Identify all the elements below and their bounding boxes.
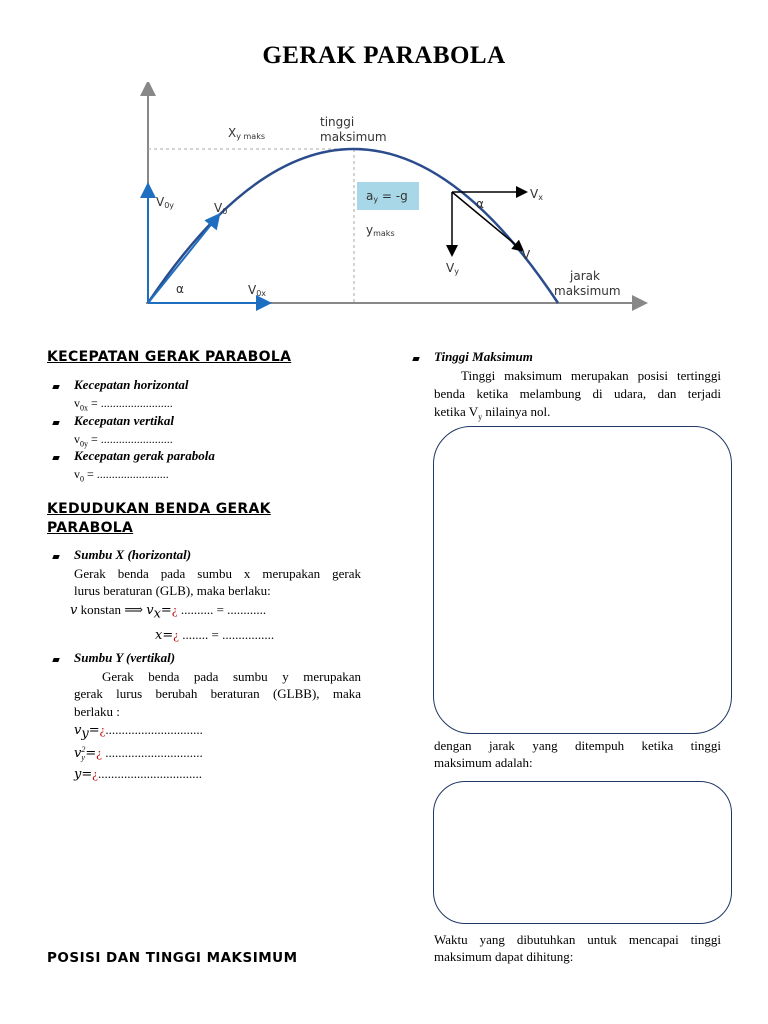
jarak-text-line1: dengan jarak yang ditempuh ketika tinggi [434,738,721,753]
projectile-diagram [120,82,650,312]
bullet-icon [52,456,59,460]
kecepatan-vertikal-label: Kecepatan vertikal [74,413,175,428]
jarak-label: jarak [570,269,600,283]
answer-box-tinggi[interactable] [433,426,732,734]
sumbu-x-label: Sumbu X (horizontal) [74,547,192,562]
v0-label: V0 [214,201,228,216]
vx-label: Vx [530,187,543,202]
glbb-velocity-squared-equation: v 2 y =¿ .............................. [74,745,203,763]
kecepatan-parabola-label: Kecepatan gerak parabola [74,448,215,463]
alpha-right-label: α [476,197,484,211]
sumbu-y-text-line2: gerak lurus berubah beraturan (GLBB), maka [74,686,361,701]
answer-box-jarak[interactable] [433,781,732,924]
waktu-text-line1: Waktu yang dibutuhkan untuk mencapai tinggi [434,932,721,947]
v0y-label: V0y [156,195,175,210]
v0x-equation: $v_{0x}$ = ........................ [74,396,173,413]
tinggi-para-line2: benda ketika melambung di udara, dan terjadi [434,386,721,401]
tinggi-maksimum-label: Tinggi Maksimum [434,349,533,364]
alpha-left-label: α [176,282,184,296]
sumbu-y-label: Sumbu Y (vertikal) [74,650,176,665]
glbb-position-equation: y=¿................................ [74,766,203,782]
ymaks-label: ymaks [366,223,395,238]
glb-position-equation: x=¿ ........ = ................ [155,627,275,643]
v0x-label: V0x [248,283,267,298]
v0-equation: $v_0$ = ........................ [74,467,169,484]
v-arrow [452,192,522,250]
waktu-text-line2: maksimum dapat dihitung: [434,949,574,964]
bullet-icon [52,421,59,425]
sumbu-y-text-line1: Gerak benda pada sumbu y merupakan [102,669,361,684]
glb-velocity-equation: v konstan ⟹ $v_x=¿$ .......... = ............ [70,602,267,622]
v0y-equation: $v_{0y}$ = ........................ [74,432,173,449]
tinggi-para-line1: Tinggi maksimum merupakan posisi tertinggi [461,368,721,383]
ay-label: ay = -g [366,189,408,204]
vy-label: Vy [446,261,459,276]
jarak-maksimum-label: maksimum [554,284,621,298]
bullet-icon [412,357,419,361]
bullet-icon [52,555,59,559]
sumbu-x-text-line2: lurus beraturan (GLB), maka berlaku: [74,583,271,598]
sumbu-y-text-line3: berlaku : [74,704,120,719]
kedudukan-heading-line1: KEDUDUKAN BENDA GERAK [47,501,271,517]
kedudukan-heading-line2: PARABOLA [47,520,134,536]
maksimum-label: maksimum [320,130,387,144]
jarak-text-line2: maksimum adalah: [434,755,533,770]
kecepatan-heading: KECEPATAN GERAK PARABOLA [47,349,292,365]
x-ymaks-label: Xy maks [228,126,266,141]
glbb-velocity-equation: $v_y=¿$.............................. [74,722,203,742]
sumbu-x-text-line1: Gerak benda pada sumbu x merupakan gerak [74,566,361,581]
v-label: V [522,248,531,262]
bullet-icon [52,385,59,389]
page-title: GERAK PARABOLA [262,42,506,69]
tinggi-para-line3: ketika $V_y$ nilainya nol. [434,404,551,422]
tinggi-label: tinggi [320,115,355,129]
posisi-heading: POSISI DAN TINGGI MAKSIMUM [47,950,298,966]
kecepatan-horizontal-label: Kecepatan horizontal [74,377,189,392]
bullet-icon [52,658,59,662]
